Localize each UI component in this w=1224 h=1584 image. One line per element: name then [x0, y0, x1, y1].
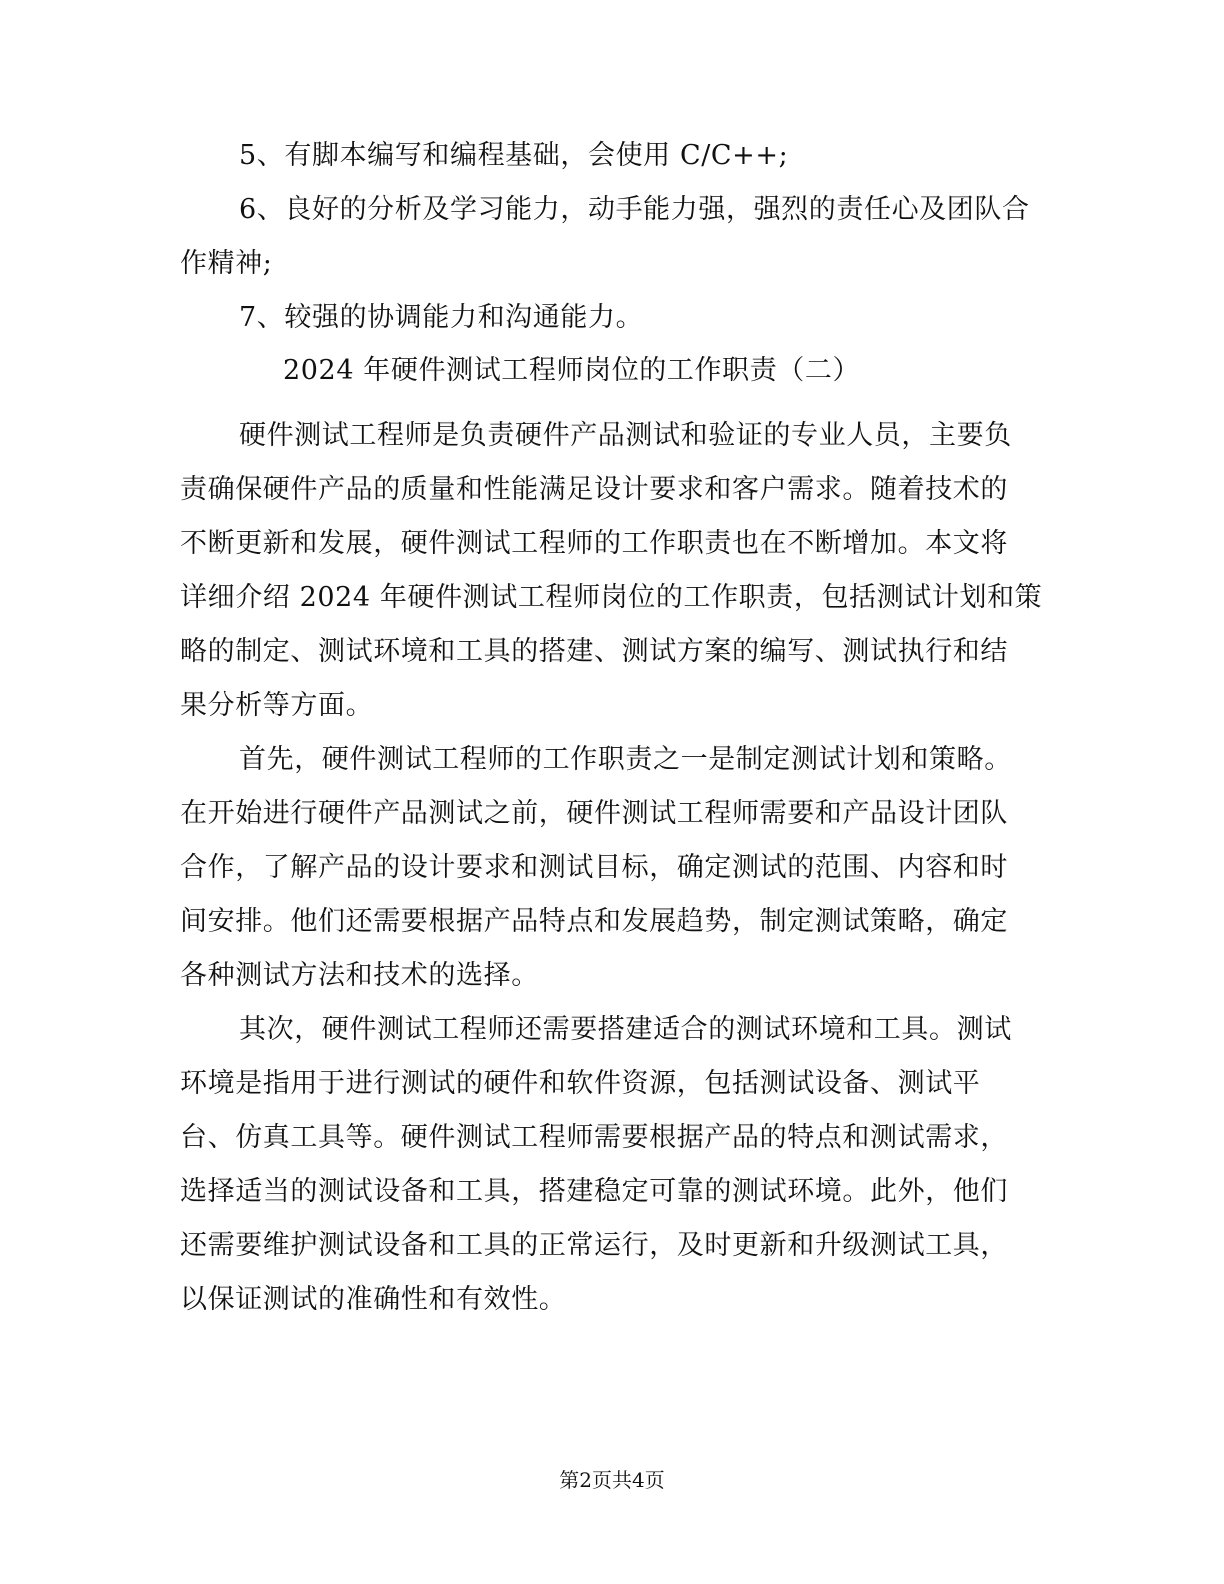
- section-title: 2024 年硬件测试工程师岗位的工作职责（二）: [283, 355, 861, 386]
- list-item-7: 7、较强的协调能力和沟通能力。: [239, 302, 644, 333]
- paragraph-line: 首先，硬件测试工程师的工作职责之一是制定测试计划和策略。: [239, 744, 1012, 775]
- paragraph-line: 合作，了解产品的设计要求和测试目标，确定测试的范围、内容和时: [180, 852, 1008, 883]
- list-item-6: 6、良好的分析及学习能力，动手能力强，强烈的责任心及团队合: [239, 194, 1030, 225]
- paragraph-line: 台、仿真工具等。硬件测试工程师需要根据产品的特点和测试需求，: [180, 1122, 1008, 1153]
- paragraph-line: 不断更新和发展，硬件测试工程师的工作职责也在不断增加。本文将: [180, 528, 1008, 559]
- paragraph-line: 略的制定、测试环境和工具的搭建、测试方案的编写、测试执行和结: [180, 636, 1008, 667]
- list-item-5: 5、有脚本编写和编程基础，会使用 C/C++;: [239, 140, 789, 171]
- paragraph-line: 其次，硬件测试工程师还需要搭建适合的测试环境和工具。测试: [239, 1014, 1012, 1045]
- paragraph-line: 硬件测试工程师是负责硬件产品测试和验证的专业人员，主要负: [239, 420, 1012, 451]
- paragraph-line: 选择适当的测试设备和工具，搭建稳定可靠的测试环境。此外，他们: [180, 1176, 1008, 1207]
- paragraph-line: 还需要维护测试设备和工具的正常运行，及时更新和升级测试工具，: [180, 1230, 1008, 1261]
- paragraph-line: 责确保硬件产品的质量和性能满足设计要求和客户需求。随着技术的: [180, 474, 1008, 505]
- list-item-6-continued: 作精神;: [180, 248, 273, 279]
- paragraph-line: 环境是指用于进行测试的硬件和软件资源，包括测试设备、测试平: [180, 1068, 981, 1099]
- paragraph-line: 以保证测试的准确性和有效性。: [180, 1284, 567, 1315]
- page-number: 第2页共4页: [559, 1468, 665, 1492]
- paragraph-line: 各种测试方法和技术的选择。: [180, 960, 539, 991]
- paragraph-line: 在开始进行硬件产品测试之前，硬件测试工程师需要和产品设计团队: [180, 798, 1008, 829]
- paragraph-line: 果分析等方面。: [180, 690, 374, 721]
- paragraph-line: 详细介绍 2024 年硬件测试工程师岗位的工作职责，包括测试计划和策: [180, 582, 1043, 613]
- paragraph-line: 间安排。他们还需要根据产品特点和发展趋势，制定测试策略，确定: [180, 906, 1008, 937]
